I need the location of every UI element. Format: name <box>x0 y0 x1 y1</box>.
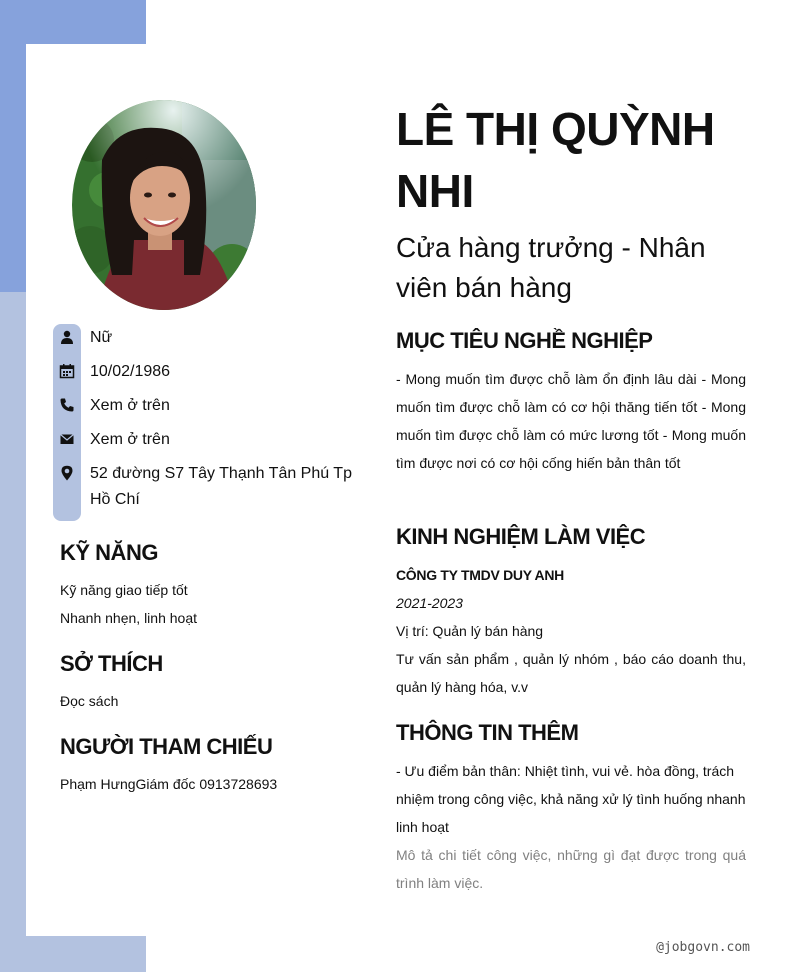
additional-placeholder: Mô tả chi tiết công việc, những gì đạt được trong quá trình làm việc. <box>396 847 746 891</box>
additional-title: THÔNG TIN THÊM <box>396 720 579 745</box>
location-icon <box>59 464 75 482</box>
hobby-item: Đọc sách <box>60 693 119 709</box>
address-value: 52 đường S7 Tây Thạnh Tân Phú Tp Hồ Chí <box>90 465 352 508</box>
calendar-icon <box>59 363 75 379</box>
phone-value: Xem ở trên <box>90 397 170 414</box>
skill-item: Kỹ năng giao tiếp tốt <box>60 582 188 598</box>
additional-text: - Ưu điểm bản thân: Nhiệt tình, vui vẻ. hòa đồng, trách nhiệm trong công việc, khả năng xử lý tình huống nhanh linh hoạt <box>396 763 746 835</box>
candidate-name: LÊ THỊ QUỲNH NHI <box>396 103 715 217</box>
hobbies-title: SỞ THÍCH <box>60 651 163 676</box>
skill-item: Nhanh nhẹn, linh hoạt <box>60 610 197 626</box>
objective-text: - Mong muốn tìm được chỗ làm ổn định lâu dài - Mong muốn tìm được chỗ làm có cơ hội thăng tiến tốt - Mong muốn tìm được chỗ làm có mức lương tốt - Mong muốn tìm được nơi có cơ hội cống hiến bản thân tốt <box>396 371 746 471</box>
phone-icon <box>59 397 75 413</box>
footer-watermark: @jobgovn.com <box>656 940 750 955</box>
experience-description: Tư vấn sản phẩm , quản lý nhóm , báo cáo doanh thu, quản lý hàng hóa, v.v <box>396 651 746 695</box>
gender-value: Nữ <box>90 329 113 346</box>
objective-title: MỤC TIÊU NGHỀ NGHIỆP <box>396 328 653 353</box>
experience-title: KINH NGHIỆM LÀM VIỆC <box>396 524 646 549</box>
skills-title: KỸ NĂNG <box>60 540 158 565</box>
experience-period: 2021-2023 <box>396 595 463 611</box>
email-value: Xem ở trên <box>90 431 170 448</box>
profile-photo <box>72 100 256 310</box>
candidate-position: Cửa hàng trưởng - Nhân viên bán hàng <box>396 232 706 303</box>
references-title: NGƯỜI THAM CHIẾU <box>60 734 273 759</box>
mail-icon <box>59 431 75 447</box>
experience-role: Vị trí: Quản lý bán hàng <box>396 623 544 639</box>
user-icon <box>59 329 75 345</box>
references-text: Phạm HưngGiám đốc 0913728693 <box>60 776 278 792</box>
experience-company: CÔNG TY TMDV DUY ANH <box>396 567 564 583</box>
birthdate-value: 10/02/1986 <box>90 363 171 380</box>
contact-icon-bar <box>53 324 81 521</box>
